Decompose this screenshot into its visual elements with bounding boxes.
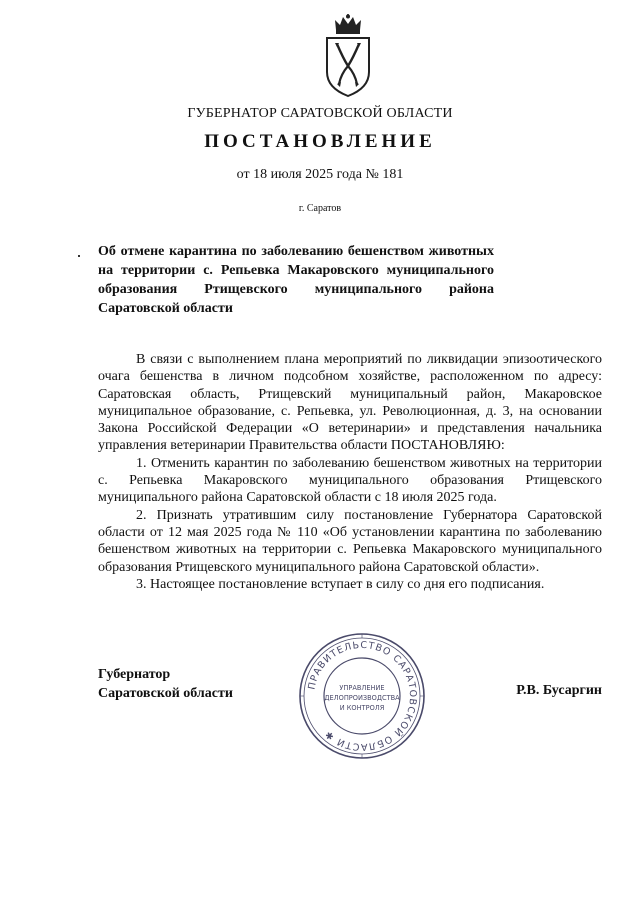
document-type-title: ПОСТАНОВЛЕНИЕ bbox=[204, 131, 436, 152]
svg-text:ПРАВИТЕЛЬСТВО САРАТОВСКОЙ ОБЛА: ПРАВИТЕЛЬСТВО САРАТОВСКОЙ ОБЛАСТИ ✱ bbox=[306, 639, 419, 753]
issuing-authority: ГУБЕРНАТОР САРАТОВСКОЙ ОБЛАСТИ bbox=[187, 106, 453, 121]
svg-text:УПРАВЛЕНИЕ: УПРАВЛЕНИЕ bbox=[339, 684, 385, 692]
svg-text:И КОНТРОЛЯ: И КОНТРОЛЯ bbox=[339, 704, 385, 712]
resolution-item-1: 1. Отменить карантин по заболеванию бешенством животных на территории с. Репьевка Макаровского муниципального образования Ртищевского муниципального района Саратовской области с 18 июля 2025 года. bbox=[98, 455, 602, 506]
margin-dot bbox=[78, 255, 80, 257]
document-date-number: от 18 июля 2025 года № 181 bbox=[236, 167, 404, 182]
signatory-name: Р.В. Бусаргин bbox=[516, 683, 602, 698]
official-seal-stamp bbox=[296, 630, 428, 762]
document-body bbox=[98, 351, 602, 593]
preamble-paragraph: В связи с выполнением плана мероприятий по ликвидации эпизоотического очага бешенства в личном подсобном хозяйстве, расположенном по адресу: Саратовская область, Ртищевский муниципальный район, Макаровское муниципальное образование, с. Репьевка, ул. Революционная, д. 3, на основании Закона Российской Федерации «О ветеринарии» и представления начальника управления ветеринарии Правительства области ПОСТАНОВЛЯЮ: bbox=[98, 352, 602, 454]
resolution-item-3: 3. Настоящее постановление вступает в силу со дня его подписания. bbox=[136, 576, 545, 592]
signatory-title bbox=[98, 665, 233, 703]
document-subject: Об отмене карантина по заболеванию бешенством животных на территории с. Репьевка Макаровского муниципального образования Ртищевского муниципального района Саратовской области bbox=[98, 244, 494, 316]
signatory-title-line-1: Губернатор bbox=[98, 667, 171, 682]
signatory-title-line-2: Саратовской области bbox=[98, 686, 233, 701]
resolution-item-2: 2. Признать утратившим силу постановление Губернатора Саратовской области от 12 мая 2025 года № 110 «Об установлении карантина по заболеванию бешенством животных на территории с. Репьевка Макаровского муниципального образования Ртищевского муниципального района Саратовской области». bbox=[98, 507, 602, 575]
saratov-coat-of-arms-icon bbox=[323, 14, 373, 98]
svg-text:ДЕЛОПРОИЗВОДСТВА: ДЕЛОПРОИЗВОДСТВА bbox=[324, 694, 400, 702]
document-city: г. Саратов bbox=[298, 203, 342, 214]
